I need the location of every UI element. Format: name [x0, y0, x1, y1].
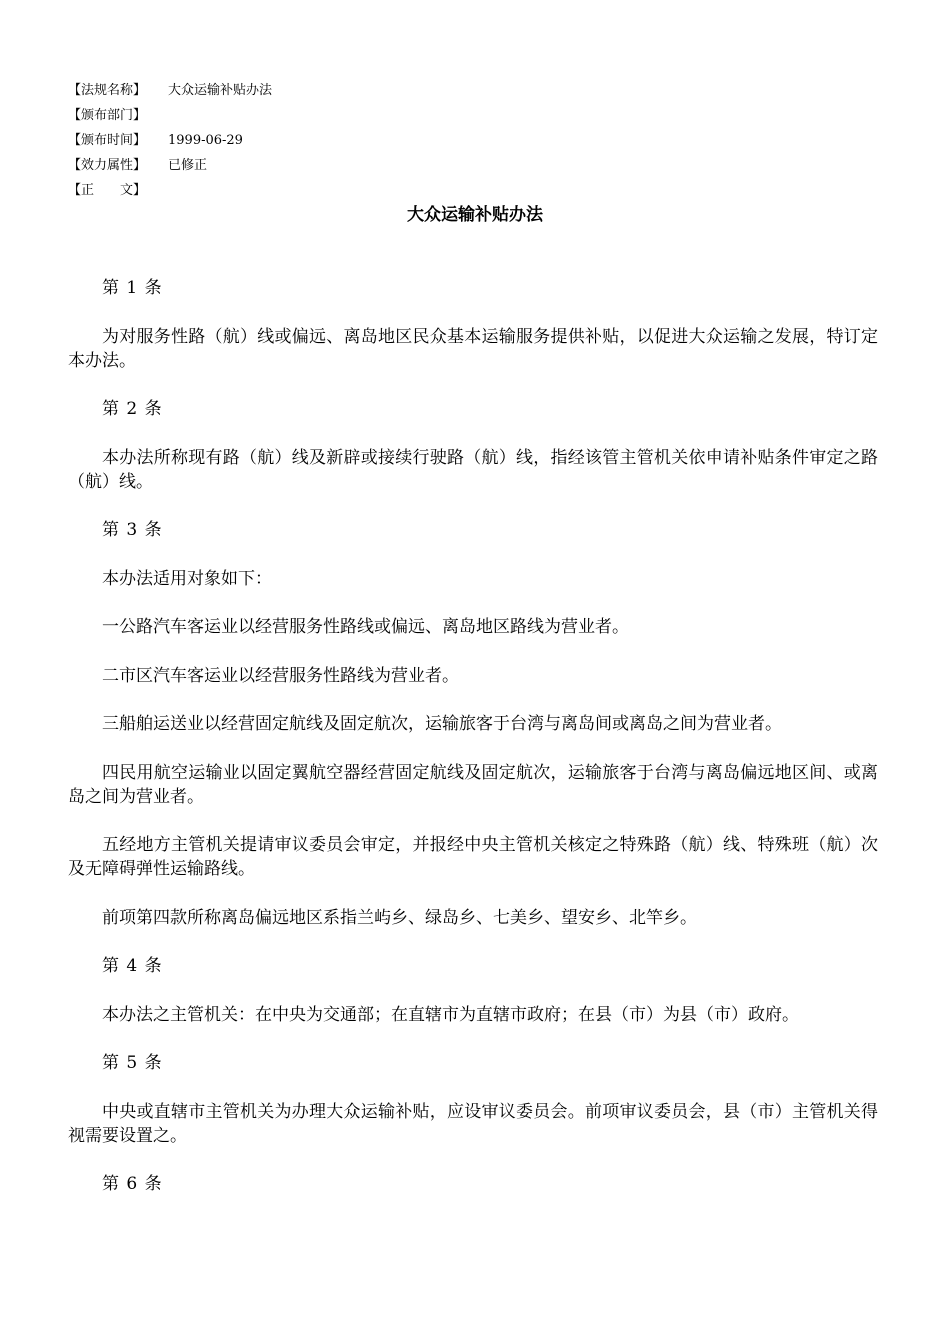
paragraph-2-1: 本办法所称现有路（航）线及新辟或接续行驶路（航）线，指经该管主管机关依申请补贴条件审定之路（航）线。: [68, 447, 878, 492]
article-heading-5: 第 5 条: [102, 1053, 163, 1073]
article-heading-2: 第 2 条: [102, 399, 163, 419]
article-heading-1: 第 1 条: [102, 278, 163, 298]
paragraph-3-intro: 本办法适用对象如下：: [102, 568, 272, 589]
document-title: 大众运输补贴办法: [407, 205, 543, 225]
meta-row-name: [68, 78, 272, 103]
article-heading-4: 第 4 条: [102, 956, 163, 976]
document-metadata: [68, 78, 272, 203]
paragraph-3-item-1: 一公路汽车客运业以经营服务性路线或偏远、离岛地区路线为营业者。: [102, 617, 629, 637]
paragraph-3-item-5: 五经地方主管机关提请审议委员会审定，并报经中央主管机关核定之特殊路（航）线、特殊班（航）次及无障碍弹性运输路线。: [68, 835, 878, 879]
meta-label-name: 【法规名称】: [68, 83, 147, 98]
meta-label-status: 【效力属性】: [68, 158, 147, 173]
paragraph-5-1: 中央或直辖市主管机关为办理大众运输补贴，应设审议委员会。前项审议委员会，县（市）主管机关得视需要设置之。: [68, 1101, 878, 1146]
meta-label-body: 【正 文】: [68, 183, 147, 198]
article-heading-6: 第 6 条: [102, 1174, 163, 1194]
paragraph-3-item-4: 四民用航空运输业以固定翼航空器经营固定航线及固定航次，运输旅客于台湾与离岛偏远地区间、或离岛之间为营业者。: [68, 762, 878, 807]
meta-label-date: 【颁布时间】: [68, 133, 147, 148]
meta-row-body: [68, 178, 272, 203]
paragraph-3-note: 前项第四款所称离岛偏远地区系指兰屿乡、绿岛乡、七美乡、望安乡、北竿乡。: [102, 907, 697, 928]
paragraph-3-item-3: 三船舶运送业以经营固定航线及固定航次，运输旅客于台湾与离岛间或离岛之间为营业者。: [102, 714, 782, 734]
meta-row-date: [68, 128, 272, 153]
paragraph-3-item-2: 二市区汽车客运业以经营服务性路线为营业者。: [102, 665, 459, 686]
document-body: [68, 276, 878, 1221]
paragraph-1-1: 为对服务性路（航）线或偏远、离岛地区民众基本运输服务提供补贴，以促进大众运输之发展，特订定本办法。: [68, 326, 878, 371]
meta-label-dept: 【颁布部门】: [68, 108, 147, 123]
meta-value-status: 已修正: [168, 158, 208, 173]
meta-value-date: 1999-06-29: [168, 133, 243, 148]
meta-value-name: 大众运输补贴办法: [168, 83, 273, 98]
paragraph-4-1: 本办法之主管机关：在中央为交通部；在直辖市为直辖市政府；在县（市）为县（市）政府。: [102, 1004, 799, 1025]
article-heading-3: 第 3 条: [102, 520, 163, 540]
meta-row-status: [68, 153, 272, 178]
meta-row-dept: [68, 103, 272, 128]
